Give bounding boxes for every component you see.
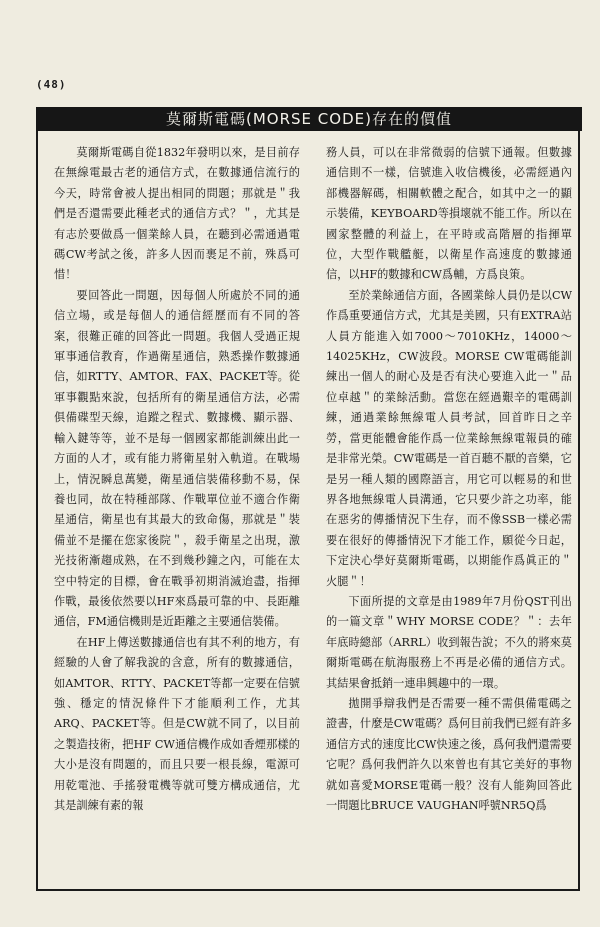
right-column	[326, 143, 572, 816]
paragraph: 至於業餘通信方面，各國業餘人員仍是以CW作爲重要通信方式，尤其是美國，只有EXTRA站人員方能進入如7000～7010KHz，14000～14025KHz，CW波段。MORSE CW電碼能訓練出一個人的耐心及是否有決心要進入此一＂品位卓越＂的業餘活動。當您在經過艱辛的電碼訓練，通過業餘無線電人員考試，回首昨日之辛勞，當更能體會能作爲一位業餘無線電報員的確是非常光榮。CW電碼是一首百聽不厭的音樂，它是另一種人類的國際語言，用它可以輕易的和世界各地無線電人員溝通，它只要少許之功率，能在惡劣的傳播情況下生存，而不像SSB一樣必需要在很好的傳播情況下才能工作，願從今日起，下定決心學好莫爾斯電碼，以期能作爲眞正的＂火腿＂！	[326, 288, 572, 588]
paragraph: 下面所提的文章是由1989年7月份QST刊出的一篇文章＂WHY MORSE CODE？＂：去年年底時總部（ARRL）收到報告說；不久的將來莫爾斯電碼在航海服務上不再是必備的通信方式。其結果會抵銷一連串興趣中的一環。	[326, 594, 572, 690]
paragraph: 務人員，可以在非常微弱的信號下通報。但數據通信則不一樣，信號進入收信機後，必需經過內部機器解碼，相關軟體之配合，如其中之一的顯示裝備，KEYBOARD等損壞就不能工作。所以在國家整體的利益上，在平時或高階層的指揮單位，大型作戰艦艇，以衛星作高速度的數據通信，以HF的數據和CW爲輔，方爲良策。	[326, 146, 572, 282]
left-column	[54, 143, 300, 816]
paragraph: 拋開爭辯我們是否需要一種不需俱備電碼之證書，什麼是CW電碼？爲何目前我們已經有許多通信方式的速度比CW快速之後，爲何我們還需要它呢？爲何我們許久以來曾也有其它美好的事物就如喜愛MORSE電碼一般？沒有人能夠回答此一問題比BRUCE VAUGHAN呼號NR5Q爲	[326, 696, 572, 812]
paragraph: 莫爾斯電碼自從1832年發明以來，是目前存在無線電最古老的通信方式，在數據通信流行的今天，時常會被人提出相同的問題；那就是＂我們是否還需要此種老式的通信方式？＂，尤其是有志於要做爲一個業餘人員，在聽到必需通過電碼CW考試之後，許多人因而裹足不前，殊爲可惜！	[54, 146, 300, 282]
paragraph: 要回答此一問題，因每個人所處於不同的通信立場，或是每個人的通信經歷而有不同的答案，很難正確的回答此一問題。我個人受過正規軍事通信教育，作過衛星通信，熟悉操作數據通信，如RTTY、AMTOR、FAX、PACKET等。從軍事觀點來說，包括所有的衛星通信方法，必需俱備碟型天線，追蹤之程式、數據機、顯示器、輸入鍵等等，並不是每一個國家都能訓練出此一方面的人才，或有能力將衛星射入軌道。在戰場上，情況瞬息萬變，衛星通信裝備移動不易，保養也同，故在特種部隊、作戰單位並不適合作衛星通信，衛星也有其最大的致命傷，那就是＂裝備並不是擺在您家後院＂，殺手衛星之出現，激光技術漸趨成熟，在不到幾秒鐘之內，可能在太空中特定的目標，會在戰爭初期消滅迨盡，指揮作戰，最後依然要以HF來爲最可靠的中、長距離通信，FM通信機則是近距離之主要通信裝備。	[54, 288, 300, 629]
article-title: 莫爾斯電碼(MORSE CODE)存在的價值	[36, 107, 582, 131]
paragraph: 在HF上傳送數據通信也有其不利的地方，有經驗的人會了解我說的含意，所有的數據通信，如AMTOR、RTTY、PACKET等都一定要在信號強、穩定的情況條件下才能順利工作，尤其ARQ、PACKET等。但是CW就不同了，以目前之製造技術，把HF CW通信機作成如香煙那樣的大小是沒有問題的，而且只要一根長線，電源可用乾電池、手搖發電機等就可雙方構成通信，尤其是訓練有素的報	[54, 635, 300, 812]
page-number: (48)	[36, 78, 67, 91]
